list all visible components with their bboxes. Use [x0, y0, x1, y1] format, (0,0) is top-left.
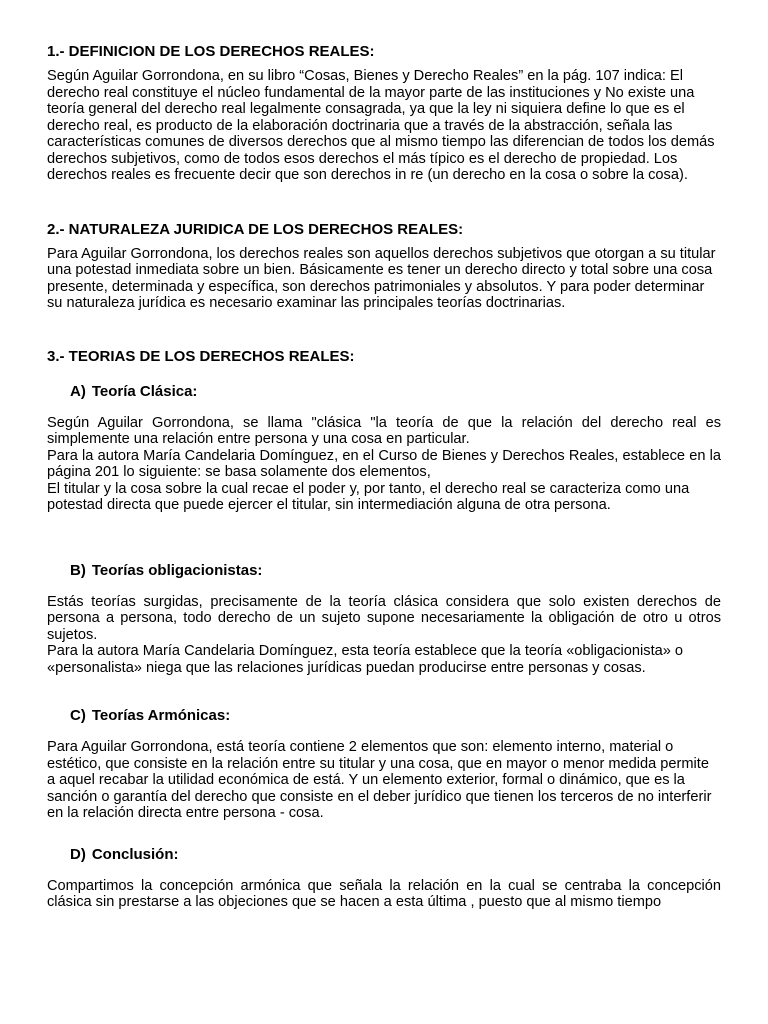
subsection-d-title: Conclusión:: [91, 845, 179, 863]
subsection-c-body: [47, 739, 721, 822]
section-2-title: 2.- NATURALEZA JURIDICA DE LOS DERECHOS REALES:: [47, 220, 464, 238]
subsection-d-line-1: Compartimos la concepción armónica que señala la relación en la cual se centraba la concepción clásica sin prestarse a las objeciones que se hacen a esta última , puesto que al mismo tiempo: [47, 877, 721, 910]
subsection-d-body: [47, 878, 721, 914]
section-2-paragraph: Para Aguilar Gorrondona, los derechos reales son aquellos derechos subjetivos que otorgan a su titular una potestad inmediata sobre un bien. Básicamente es tener un derecho directo y total sobre una cosa presente, determinada y específica, son derechos patrimoniales y absolutos. Y para poder determinar su naturaleza jurídica es necesario examinar las principales teorías doctrinarias.: [47, 245, 716, 311]
section-1-paragraph: Según Aguilar Gorrondona, en su libro “Cosas, Bienes y Derecho Reales” en la pág. 107 indica: El derecho real constituye el núcleo fundamental de la mayor parte de las instituciones y No existe una teoría general del derecho real legalmente consagrada, ya que la ley ni siquiera define lo que es el derecho real, es producto de la elaboración doctrinaria que a través de la abstracción, señala las características comunes de diversos derechos que al mismo tiempo las diferencian de todos los demás derechos subjetivos, como de todos esos derechos el más típico es el derecho de propiedad. Los derechos reales es frecuente decir que son derechos in re (un derecho en la cosa o sobre la cosa).: [47, 68, 715, 183]
subsection-a-body: [47, 415, 721, 514]
subsection-a-letter: A): [70, 382, 86, 400]
subsection-b-title: Teorías obligacionistas:: [91, 561, 263, 579]
subsection-a-line-3: El titular y la cosa sobre la cual recae el poder y, por tanto, el derecho real se caracteriza como una potestad directa que puede ejercer el titular, sin intermediación alguna de otra persona.: [47, 480, 690, 513]
subsection-a-heading: [47, 383, 721, 401]
subsection-b-line-1: Estás teorías surgidas, precisamente de la teoría clásica considera que solo existen derechos de persona a persona, todo derecho de un sujeto supone necesariamente la obligación de otro u otros sujetos.: [47, 593, 721, 643]
subsection-c-letter: C): [70, 707, 86, 724]
section-1-title: 1.- DEFINICION DE LOS DERECHOS REALES:: [47, 43, 375, 60]
subsection-b-line-2: Para la autora María Candelaria Domínguez, esta teoría establece que la teoría «obligacionista» o «personalista» niega que las relaciones jurídicas puedan producirse entre personas y cosas.: [47, 643, 684, 676]
subsection-d-letter: D): [70, 845, 86, 863]
section-3-title: 3.- TEORIAS DE LOS DERECHOS REALES:: [47, 347, 355, 365]
subsection-b-letter: B): [70, 561, 86, 579]
subsection-b-heading: [47, 562, 721, 580]
subsection-a-line-1: Según Aguilar Gorrondona, se llama "clásica "la teoría de que la relación del derecho real es simplemente una relación entre persona y una cosa en particular.: [47, 414, 721, 447]
document-page: [47, 43, 721, 914]
subsection-c-heading: [47, 707, 721, 725]
subsection-d-heading: [47, 846, 721, 864]
subsection-a-line-2: Para la autora María Candelaria Domínguez, en el Curso de Bienes y Derechos Reales, establece en la página 201 lo siguiente: se basa solamente dos elementos,: [47, 447, 721, 480]
subsection-b-body: [47, 594, 721, 677]
subsection-c-title: Teorías Armónicas:: [91, 707, 231, 724]
subsection-c-line-1: Para Aguilar Gorrondona, está teoría contiene 2 elementos que son: elemento interno, material o estético, que consiste en la relación entre su titular y una cosa, que en mayor o menor medida permite a aquel recabar la utilidad económica de está. Y un elemento exterior, formal o dinámico, que es la sanción o garantía del derecho que consiste en el deber jurídico que tienen los terceros de no interferir en la relación directa entre persona - cosa.: [47, 739, 712, 821]
subsection-a-title: Teoría Clásica:: [91, 382, 198, 400]
